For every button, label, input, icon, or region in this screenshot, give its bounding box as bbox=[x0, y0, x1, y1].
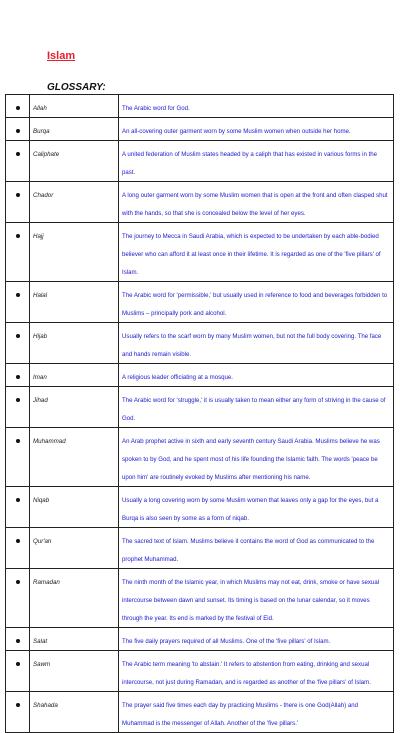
term-cell bbox=[30, 323, 119, 364]
glossary-row bbox=[6, 692, 394, 733]
glossary-row bbox=[6, 95, 394, 118]
glossary-definition: An all-covering outer garment worn by some Muslim women when outside her home. bbox=[122, 128, 351, 135]
glossary-definition: The Arabic word for God. bbox=[122, 105, 190, 112]
glossary-term: Chador bbox=[33, 192, 54, 199]
definition-cell bbox=[119, 428, 394, 487]
glossary-definition: The ninth month of the Islamic year, in which Muslims may not eat, drink, smoke or have sexual intercourse between dawn and sunset. Its timing is based on the lunar calendar, so it moves through the year. Its end is marked by the festival of Eid. bbox=[122, 579, 380, 622]
glossary-row bbox=[6, 141, 394, 182]
glossary-row bbox=[6, 182, 394, 223]
bullet-icon bbox=[16, 106, 20, 110]
definition-cell bbox=[119, 282, 394, 323]
definition-cell bbox=[119, 182, 394, 223]
bullet-cell bbox=[6, 364, 30, 387]
definition-cell bbox=[119, 628, 394, 651]
term-cell bbox=[30, 692, 119, 733]
glossary-definition: A united federation of Muslim states headed by a caliph that has existed in various forms in the past. bbox=[122, 151, 378, 176]
bullet-icon bbox=[16, 398, 20, 402]
glossary-definition: The journey to Mecca in Saudi Arabia, which is expected to be undertaken by each able-bodied believer who can afford it at least once in their lifetime. It is regarded as one of the 'five pillars' of Islam. bbox=[122, 233, 381, 276]
term-cell bbox=[30, 428, 119, 487]
bullet-cell bbox=[6, 182, 30, 223]
bullet-icon bbox=[16, 234, 20, 238]
bullet-cell bbox=[6, 95, 30, 118]
definition-cell bbox=[119, 118, 394, 141]
bullet-icon bbox=[16, 129, 20, 133]
glossary-term: Ramadan bbox=[33, 579, 60, 586]
term-cell bbox=[30, 95, 119, 118]
definition-cell bbox=[119, 487, 394, 528]
glossary-term: Qur'an bbox=[33, 538, 52, 545]
glossary-row bbox=[6, 628, 394, 651]
bullet-icon bbox=[16, 193, 20, 197]
term-cell bbox=[30, 387, 119, 428]
bullet-cell bbox=[6, 323, 30, 364]
glossary-definition: Usually refers to the scarf worn by many Muslim women, but not the full body covering. The face and hands remain visible. bbox=[122, 333, 382, 358]
glossary-definition: An Arab prophet active in sixth and early seventh century Saudi Arabia. Muslims believe he was spoken to by God, and he spent most of his life founding the Islamic faith. The words 'peace be upon him' are routinely evoked by Muslims after mentioning his name. bbox=[122, 438, 380, 481]
glossary-row bbox=[6, 223, 394, 282]
bullet-icon bbox=[16, 703, 20, 707]
bullet-icon bbox=[16, 662, 20, 666]
bullet-cell bbox=[6, 282, 30, 323]
bullet-cell bbox=[6, 387, 30, 428]
glossary-term: Jihad bbox=[33, 397, 48, 404]
bullet-cell bbox=[6, 651, 30, 692]
bullet-icon bbox=[16, 639, 20, 643]
glossary-definition: The sacred text of Islam. Muslims believe it contains the word of God as communicated to the prophet Muhammad. bbox=[122, 538, 375, 563]
glossary-term: Hajj bbox=[33, 233, 44, 240]
glossary-term: Niqab bbox=[33, 497, 50, 504]
glossary-definition: The Arabic word for 'struggle,' it is usually taken to mean either any form of striving in the cause of God. bbox=[122, 397, 386, 422]
bullet-cell bbox=[6, 628, 30, 651]
bullet-cell bbox=[6, 428, 30, 487]
glossary-term: Sawm bbox=[33, 661, 51, 668]
glossary-row bbox=[6, 323, 394, 364]
definition-cell bbox=[119, 569, 394, 628]
term-cell bbox=[30, 223, 119, 282]
bullet-icon bbox=[16, 498, 20, 502]
bullet-cell bbox=[6, 487, 30, 528]
glossary-row bbox=[6, 569, 394, 628]
page-title: Islam bbox=[47, 50, 76, 62]
glossary-row bbox=[6, 282, 394, 323]
glossary-definition: A long outer garment worn by some Muslim women that is open at the front and often clasped shut with the hands, so that she is concealed below the level of her eyes. bbox=[122, 192, 388, 217]
glossary-term: Burqa bbox=[33, 128, 50, 135]
bullet-icon bbox=[16, 152, 20, 156]
glossary-term: Caliphate bbox=[33, 151, 60, 158]
bullet-cell bbox=[6, 528, 30, 569]
definition-cell bbox=[119, 323, 394, 364]
bullet-icon bbox=[16, 539, 20, 543]
glossary-row bbox=[6, 528, 394, 569]
term-cell bbox=[30, 487, 119, 528]
glossary-row bbox=[6, 651, 394, 692]
bullet-icon bbox=[16, 580, 20, 584]
bullet-cell bbox=[6, 141, 30, 182]
term-cell bbox=[30, 118, 119, 141]
definition-cell bbox=[119, 387, 394, 428]
glossary-definition: The Arabic word for 'permissible,' but usually used in reference to food and beverages forbidden to Muslims – principally pork and alcohol. bbox=[122, 292, 388, 317]
bullet-icon bbox=[16, 439, 20, 443]
term-cell bbox=[30, 569, 119, 628]
definition-cell bbox=[119, 528, 394, 569]
glossary-table bbox=[5, 94, 394, 733]
term-cell bbox=[30, 182, 119, 223]
definition-cell bbox=[119, 95, 394, 118]
glossary-table-body bbox=[6, 95, 394, 733]
glossary-row bbox=[6, 118, 394, 141]
glossary-definition: Usually a long covering worn by some Muslim women that leaves only a gap for the eyes, but a Burqa is also seen by some as a form of niqab. bbox=[122, 497, 379, 522]
bullet-icon bbox=[16, 334, 20, 338]
glossary-definition: A religious leader officiating at a mosque. bbox=[122, 374, 233, 381]
glossary-row bbox=[6, 364, 394, 387]
glossary-row bbox=[6, 428, 394, 487]
glossary-term: Allah bbox=[33, 105, 47, 112]
glossary-term: Halal bbox=[33, 292, 48, 299]
glossary-term: Salat bbox=[33, 638, 48, 645]
bullet-cell bbox=[6, 118, 30, 141]
glossary-term: Hijab bbox=[33, 333, 48, 340]
glossary-definition: The prayer said five times each day by practicing Muslims - there is one God(Allah) and Muhammad is the messenger of Allah. Another of the 'five pillars.' bbox=[122, 702, 359, 727]
glossary-term: Iman bbox=[33, 374, 47, 381]
glossary-row bbox=[6, 487, 394, 528]
term-cell bbox=[30, 528, 119, 569]
bullet-icon bbox=[16, 293, 20, 297]
glossary-term: Shahada bbox=[33, 702, 58, 709]
definition-cell bbox=[119, 223, 394, 282]
bullet-cell bbox=[6, 692, 30, 733]
term-cell bbox=[30, 364, 119, 387]
glossary-definition: The Arabic term meaning 'to abstain.' It refers to abstention from eating, drinking and sexual intercourse, not just during Ramadan, and is regarded as another of the 'five pillars' of Islam. bbox=[122, 661, 371, 686]
glossary-heading: GLOSSARY: bbox=[47, 82, 106, 93]
definition-cell bbox=[119, 692, 394, 733]
glossary-row bbox=[6, 387, 394, 428]
bullet-cell bbox=[6, 223, 30, 282]
bullet-cell bbox=[6, 569, 30, 628]
term-cell bbox=[30, 282, 119, 323]
term-cell bbox=[30, 141, 119, 182]
term-cell bbox=[30, 628, 119, 651]
definition-cell bbox=[119, 141, 394, 182]
definition-cell bbox=[119, 651, 394, 692]
glossary-term: Muhammad bbox=[33, 438, 66, 445]
bullet-icon bbox=[16, 375, 20, 379]
glossary-definition: The five daily prayers required of all Muslims. One of the 'five pillars' of Islam. bbox=[122, 638, 331, 645]
term-cell bbox=[30, 651, 119, 692]
definition-cell bbox=[119, 364, 394, 387]
